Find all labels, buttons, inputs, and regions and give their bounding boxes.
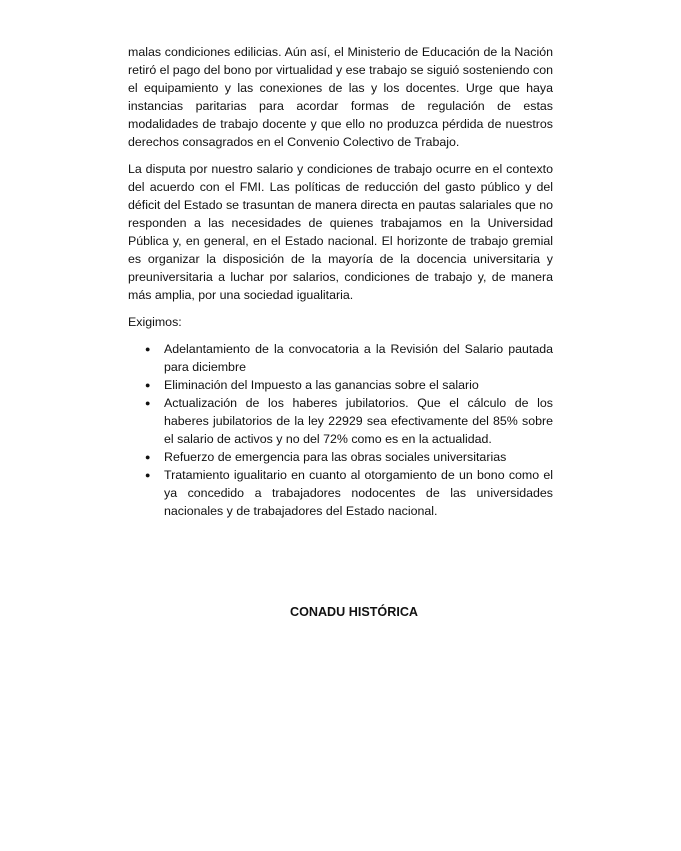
- bullet-icon: ●: [145, 470, 151, 480]
- bullet-icon: ●: [145, 380, 151, 390]
- bullet-icon: ●: [145, 452, 151, 462]
- demand-text: Eliminación del Impuesto a las ganancias sobre el salario: [164, 378, 479, 392]
- demand-text: Actualización de los haberes jubilatorios. Que el cálculo de los haberes jubilatorios de la ley 22929 sea efectivamente del 85% sobre el salario de activos y no del 72% como es en la actualidad.: [164, 396, 553, 446]
- document-body: [128, 43, 553, 520]
- bullet-icon: ●: [145, 398, 151, 408]
- signature: CONADU HISTÓRICA: [289, 605, 419, 619]
- list-item: [128, 376, 553, 394]
- list-item: [128, 448, 553, 466]
- list-item: [128, 394, 553, 448]
- paragraph-building-conditions: malas condiciones edilicias. Aún así, el Ministerio de Educación de la Nación retiró el pago del bono por virtualidad y ese trabajo se siguió sosteniendo con el equipamiento y las conexiones de las y los docentes. Urge que haya instancias paritarias para acordar formas de regulación de estas modalidades de trabajo docente y que ello no produzca pérdida de nuestros derechos consagrados en el Convenio Colectivo de Trabajo.: [128, 45, 553, 149]
- demand-text: Tratamiento igualitario en cuanto al otorgamiento de un bono como el ya concedido a trabajadores nodocentes de las universidades nacionales y de trabajadores del Estado nacional.: [164, 468, 553, 518]
- demand-text: Refuerzo de emergencia para las obras sociales universitarias: [164, 450, 507, 464]
- demand-text: Adelantamiento de la convocatoria a la Revisión del Salario pautada para diciembre: [164, 342, 553, 374]
- bullet-icon: ●: [145, 344, 151, 354]
- list-item: [128, 340, 553, 376]
- paragraph-salary-dispute: La disputa por nuestro salario y condiciones de trabajo ocurre en el contexto del acuerdo con el FMI. Las políticas de reducción del gasto público y del déficit del Estado se trasuntan de manera directa en pautas salariales que no responden a las necesidades de quienes trabajamos en la Universidad Pública y, en general, en el Estado nacional. El horizonte de trabajo gremial es organizar la disposición de la mayoría de la docencia universitaria y preuniversitaria a luchar por salarios, condiciones de trabajo y, de manera más amplia, por una sociedad igualitaria.: [128, 162, 553, 302]
- list-item: [128, 466, 553, 520]
- demands-intro: Exigimos:: [128, 315, 182, 329]
- demands-list: [128, 340, 553, 520]
